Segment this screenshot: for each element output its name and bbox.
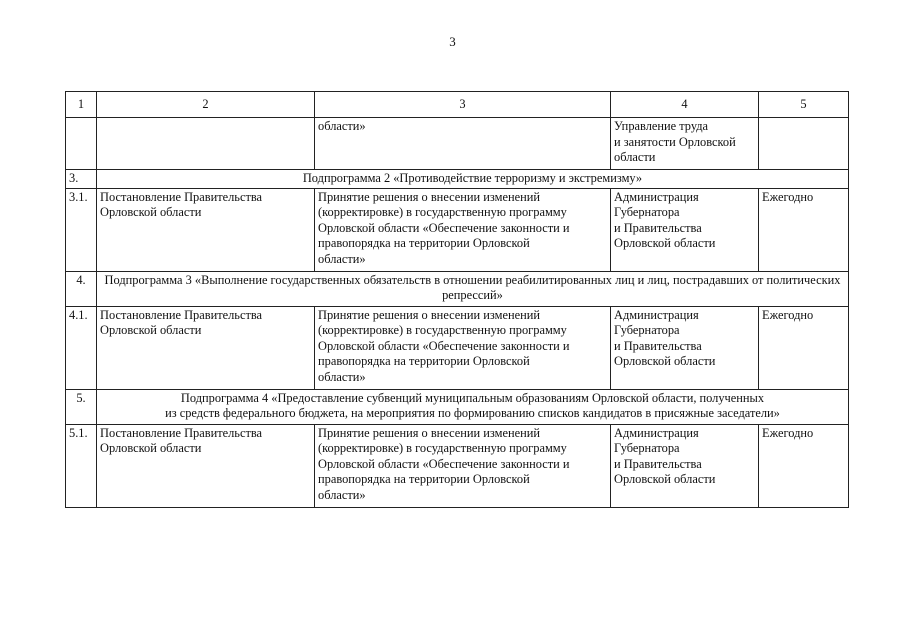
responsible-cell: Управление труда и занятости Орловской области	[611, 118, 759, 170]
period-cell: Ежегодно	[759, 188, 849, 271]
section-number: 4.	[66, 271, 97, 306]
table-row	[66, 424, 849, 507]
item-number: 5.1.	[66, 424, 97, 507]
period-cell: Ежегодно	[759, 306, 849, 389]
responsible-cell: Администрация Губернатора и Правительства Орловской области	[611, 188, 759, 271]
empty-cell	[759, 118, 849, 170]
table-row-subprogram	[66, 170, 849, 189]
period-cell: Ежегодно	[759, 424, 849, 507]
column-header: 4	[611, 92, 759, 118]
plan-table	[65, 91, 849, 508]
subprogram-title: Подпрограмма 2 «Противодействие терроризму и экстремизму»	[97, 170, 849, 189]
column-header: 2	[97, 92, 315, 118]
subprogram-title: Подпрограмма 3 «Выполнение государственных обязательств в отношении реабилитированных лиц и лиц, пострадавших от политических репрессий»	[97, 271, 849, 306]
table-row-subprogram	[66, 271, 849, 306]
table-header-row	[66, 92, 849, 118]
table-row	[66, 306, 849, 389]
responsible-cell: Администрация Губернатора и Правительства Орловской области	[611, 306, 759, 389]
document-cell: Постановление Правительства Орловской области	[97, 188, 315, 271]
item-number: 4.1.	[66, 306, 97, 389]
content-cell: области»	[315, 118, 611, 170]
responsible-cell: Администрация Губернатора и Правительства Орловской области	[611, 424, 759, 507]
content-cell: Принятие решения о внесении изменений (корректировке) в государственную программу Орловской области «Обеспечение законности и правопорядка на территории Орловской области»	[315, 306, 611, 389]
document-cell: Постановление Правительства Орловской области	[97, 424, 315, 507]
subprogram-title: Подпрограмма 4 «Предоставление субвенций муниципальным образованиям Орловской области, полученных из средств федерального бюджета, на мероприятия по формированию списков кандидатов в присяжные заседатели»	[97, 389, 849, 424]
column-header: 1	[66, 92, 97, 118]
item-number: 3.1.	[66, 188, 97, 271]
table-row-continuation	[66, 118, 849, 170]
section-number: 3.	[66, 170, 97, 189]
column-header: 5	[759, 92, 849, 118]
table-row	[66, 188, 849, 271]
column-header: 3	[315, 92, 611, 118]
document-cell: Постановление Правительства Орловской области	[97, 306, 315, 389]
table-row-subprogram	[66, 389, 849, 424]
empty-cell	[97, 118, 315, 170]
content-cell: Принятие решения о внесении изменений (корректировке) в государственную программу Орловской области «Обеспечение законности и правопорядка на территории Орловской области»	[315, 188, 611, 271]
section-number: 5.	[66, 389, 97, 424]
empty-cell	[66, 118, 97, 170]
page-number: 3	[449, 34, 456, 49]
content-cell: Принятие решения о внесении изменений (корректировке) в государственную программу Орловской области «Обеспечение законности и правопорядка на территории Орловской области»	[315, 424, 611, 507]
